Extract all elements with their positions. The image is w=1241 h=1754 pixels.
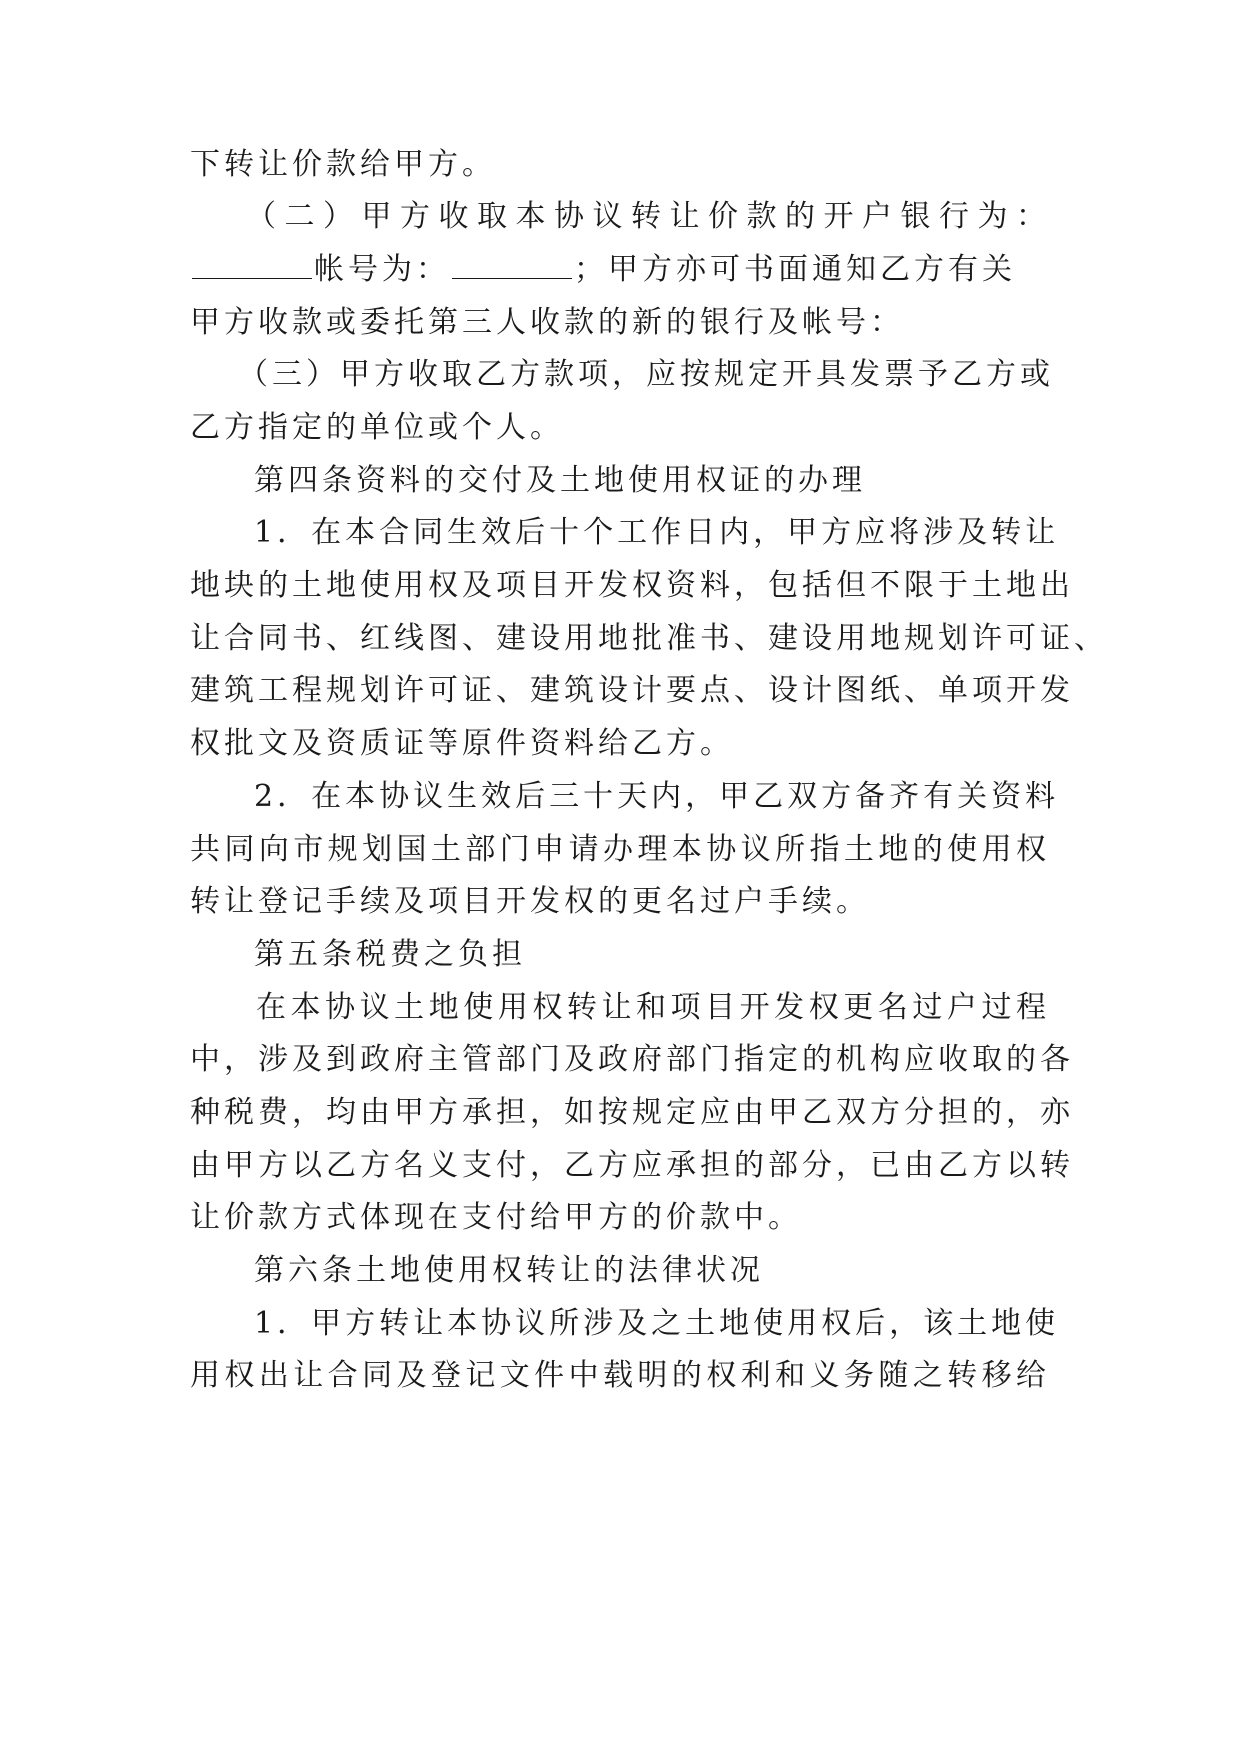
paragraph-line: 用权出让合同及登记文件中载明的权利和义务随之转移给 xyxy=(190,1358,1050,1393)
paragraph-line: 让价款方式体现在支付给甲方的价款中。 xyxy=(190,1200,802,1235)
paragraph-line: 地块的土地使用权及项目开发权资料，包括但不限于土地出 xyxy=(190,568,1074,603)
paragraph-line: 由甲方以乙方名义支付，乙方应承担的部分，已由乙方以转 xyxy=(190,1148,1074,1183)
section-heading: 第五条税费之负担 xyxy=(254,937,526,972)
account-label: 帐号为： xyxy=(314,252,450,287)
paragraph-line: 乙方指定的单位或个人。 xyxy=(190,410,564,445)
notice-text: ；甲方亦可书面通知乙方有关 xyxy=(574,252,1016,287)
paragraph-line: （三）甲方收取乙方款项，应按规定开具发票予乙方或 xyxy=(238,357,1054,392)
paragraph-line: 中，涉及到政府主管部门及政府部门指定的机构应收取的各 xyxy=(190,1042,1074,1077)
paragraph-line: 种税费，均由甲方承担，如按规定应由甲乙双方分担的，亦 xyxy=(190,1095,1074,1130)
paragraph-line: 2．在本协议生效后三十天内，甲乙双方备齐有关资料 xyxy=(254,779,1060,814)
paragraph-line: 共同向市规划国土部门申请办理本协议所指土地的使用权 xyxy=(190,832,1050,867)
paragraph-line: 让合同书、红线图、建设用地批准书、建设用地规划许可证、 xyxy=(190,621,1108,656)
section-heading: 第四条资料的交付及土地使用权证的办理 xyxy=(254,463,866,498)
paragraph-line: （二）甲方收取本协议转让价款的开户银行为： xyxy=(246,199,1050,234)
account-number-blank xyxy=(452,248,572,279)
paragraph-line xyxy=(190,245,1050,295)
paragraph-line: 建筑工程规划许可证、建筑设计要点、设计图纸、单项开发 xyxy=(190,673,1074,708)
paragraph-line: 在本协议土地使用权转让和项目开发权更名过户过程 xyxy=(256,990,1050,1025)
paragraph-line: 甲方收款或委托第三人收款的新的银行及帐号： xyxy=(190,305,904,340)
bank-name-blank xyxy=(192,248,312,279)
paragraph-line: 权批文及资质证等原件资料给乙方。 xyxy=(190,726,734,761)
section-heading: 第六条土地使用权转让的法律状况 xyxy=(254,1253,764,1288)
paragraph-line: 转让登记手续及项目开发权的更名过户手续。 xyxy=(190,884,870,919)
paragraph-line: 下转让价款给甲方。 xyxy=(190,147,496,182)
paragraph-line: 1．甲方转让本协议所涉及之土地使用权后，该土地使 xyxy=(254,1306,1060,1341)
paragraph-line: 1．在本合同生效后十个工作日内，甲方应将涉及转让 xyxy=(254,515,1060,550)
